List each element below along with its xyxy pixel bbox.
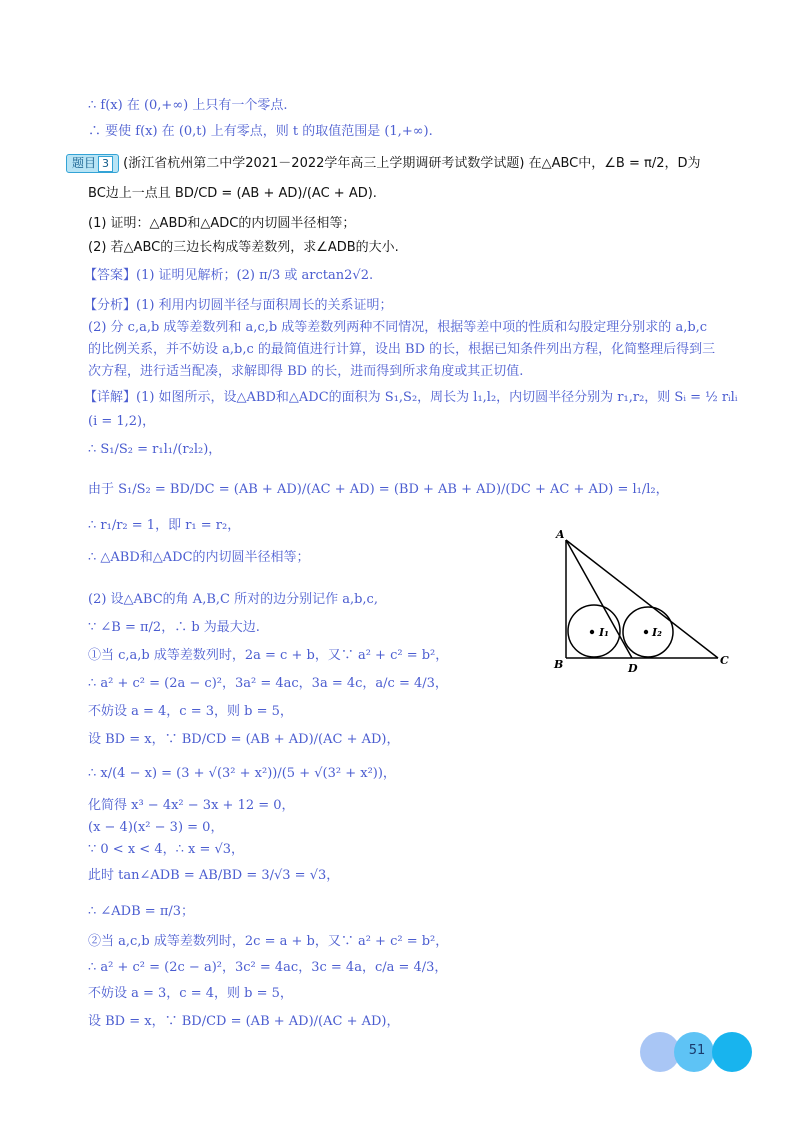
question-text: (浙江省杭州第二中学2021－2022学年高三上学期调研考试数学试题) 在△ABC中，∠B = π/2，D为 xyxy=(123,156,701,171)
side-ac xyxy=(566,540,718,658)
label-d: D xyxy=(628,662,638,675)
detail-line: (2) 设△ABC的角 A,B,C 所对的边分别记作 a,b,c, xyxy=(88,592,378,607)
label-i1: I₁ xyxy=(599,626,609,639)
label-i2: I₂ xyxy=(652,626,662,639)
detail-line: ①当 c,a,b 成等差数列时，2a = c + b，又∵ a² + c² = b²， xyxy=(88,648,449,663)
label-a: A xyxy=(556,528,565,541)
detail-line: ∴ S₁/S₂ = r₁l₁/(r₂l₂)， xyxy=(88,442,222,457)
question-tag-label: 题目 xyxy=(72,156,97,170)
detail-line: ∵ 0 < x < 4，∴ x = √3， xyxy=(88,842,245,857)
footer-circle-dark xyxy=(712,1032,752,1072)
label-c: C xyxy=(720,654,729,667)
analysis-line: 【分析】(1) 利用内切圆半径与面积周长的关系证明； xyxy=(84,298,393,313)
detail-line: 不妨设 a = 3，c = 4，则 b = 5， xyxy=(88,986,293,1001)
detail-line: ∴ △ABD和△ADC的内切圆半径相等； xyxy=(88,550,310,565)
detail-line: ∵ ∠B = π/2，∴ b 为最大边. xyxy=(88,620,260,635)
text-line: ∴ f(x) 在 (0,+∞) 上只有一个零点. xyxy=(88,98,288,113)
question-tag-number: 3 xyxy=(98,156,113,172)
triangle-diagram xyxy=(548,528,748,678)
question-part-1: (1) 证明：△ABD和△ADC的内切圆半径相等； xyxy=(88,216,356,231)
incenter-2-dot xyxy=(644,630,648,634)
detail-line: ∴ ∠ADB = π/3； xyxy=(88,904,195,919)
detail-line: 不妨设 a = 4，c = 3，则 b = 5， xyxy=(88,704,293,719)
detail-line: (x − 4)(x² − 3) = 0， xyxy=(88,820,224,835)
detail-line: 化简得 x³ − 4x² − 3x + 12 = 0， xyxy=(88,798,295,813)
incircle-1 xyxy=(568,605,620,657)
detail-line: 设 BD = x，∵ BD/CD = (AB + AD)/(AC + AD)， xyxy=(88,1014,400,1029)
question-tag xyxy=(66,154,119,173)
detail-line: ②当 a,c,b 成等差数列时，2c = a + b，又∵ a² + c² = b²， xyxy=(88,934,449,949)
question-header xyxy=(66,154,700,174)
text-line: ∴ 要使 f(x) 在 (0,t) 上有零点，则 t 的取值范围是 (1,+∞). xyxy=(88,124,433,139)
detail-line: 【详解】(1) 如图所示，设△ABD和△ADC的面积为 S₁,S₂，周长为 l₁,l₂，内切圆半径分别为 r₁,r₂，则 Sᵢ = ½ rᵢlᵢ xyxy=(84,390,738,405)
incenter-1-dot xyxy=(590,630,594,634)
segment-ad xyxy=(566,540,632,658)
detail-line: 设 BD = x，∵ BD/CD = (AB + AD)/(AC + AD)， xyxy=(88,732,400,747)
detail-line: 此时 tan∠ADB = AB/BD = 3/√3 = √3， xyxy=(88,868,340,883)
detail-line: ∴ a² + c² = (2a − c)²，3a² = 4ac，3a = 4c，a/c = 4/3， xyxy=(88,676,448,691)
analysis-line: 次方程，进行适当配凑，求解即得 BD 的长，进而得到所求角度或其正切值. xyxy=(88,364,524,379)
detail-line: ∴ r₁/r₂ = 1，即 r₁ = r₂， xyxy=(88,518,241,533)
analysis-line: (2) 分 c,a,b 成等差数列和 a,c,b 成等差数列两种不同情况，根据等差中项的性质和勾股定理分别求的 a,b,c xyxy=(88,320,708,335)
label-b: B xyxy=(554,658,564,671)
question-text: BC边上一点且 BD/CD = (AB + AD)/(AC + AD). xyxy=(88,186,377,201)
page-number: 51 xyxy=(688,1043,706,1058)
answer-line: 【答案】(1) 证明见解析；(2) π/3 或 arctan2√2. xyxy=(84,268,374,283)
triangle-figure xyxy=(548,528,748,682)
detail-line: ∴ x/(4 − x) = (3 + √(3² + x²))/(5 + √(3² + x²))， xyxy=(88,766,396,781)
detail-line: 由于 S₁/S₂ = BD/DC = (AB + AD)/(AC + AD) = (BD + AB + AD)/(DC + AC + AD) = l₁/l₂， xyxy=(88,482,669,497)
question-part-2: (2) 若△ABC的三边长构成等差数列，求∠ADB的大小. xyxy=(88,240,399,255)
analysis-line: 的比例关系，并不妨设 a,b,c 的最简值进行计算，设出 BD 的长，根据已知条件列出方程，化简整理后得到三 xyxy=(88,342,716,357)
detail-line: (i = 1,2)， xyxy=(88,414,156,429)
detail-line: ∴ a² + c² = (2c − a)²，3c² = 4ac，3c = 4a，c/a = 4/3， xyxy=(88,960,448,975)
